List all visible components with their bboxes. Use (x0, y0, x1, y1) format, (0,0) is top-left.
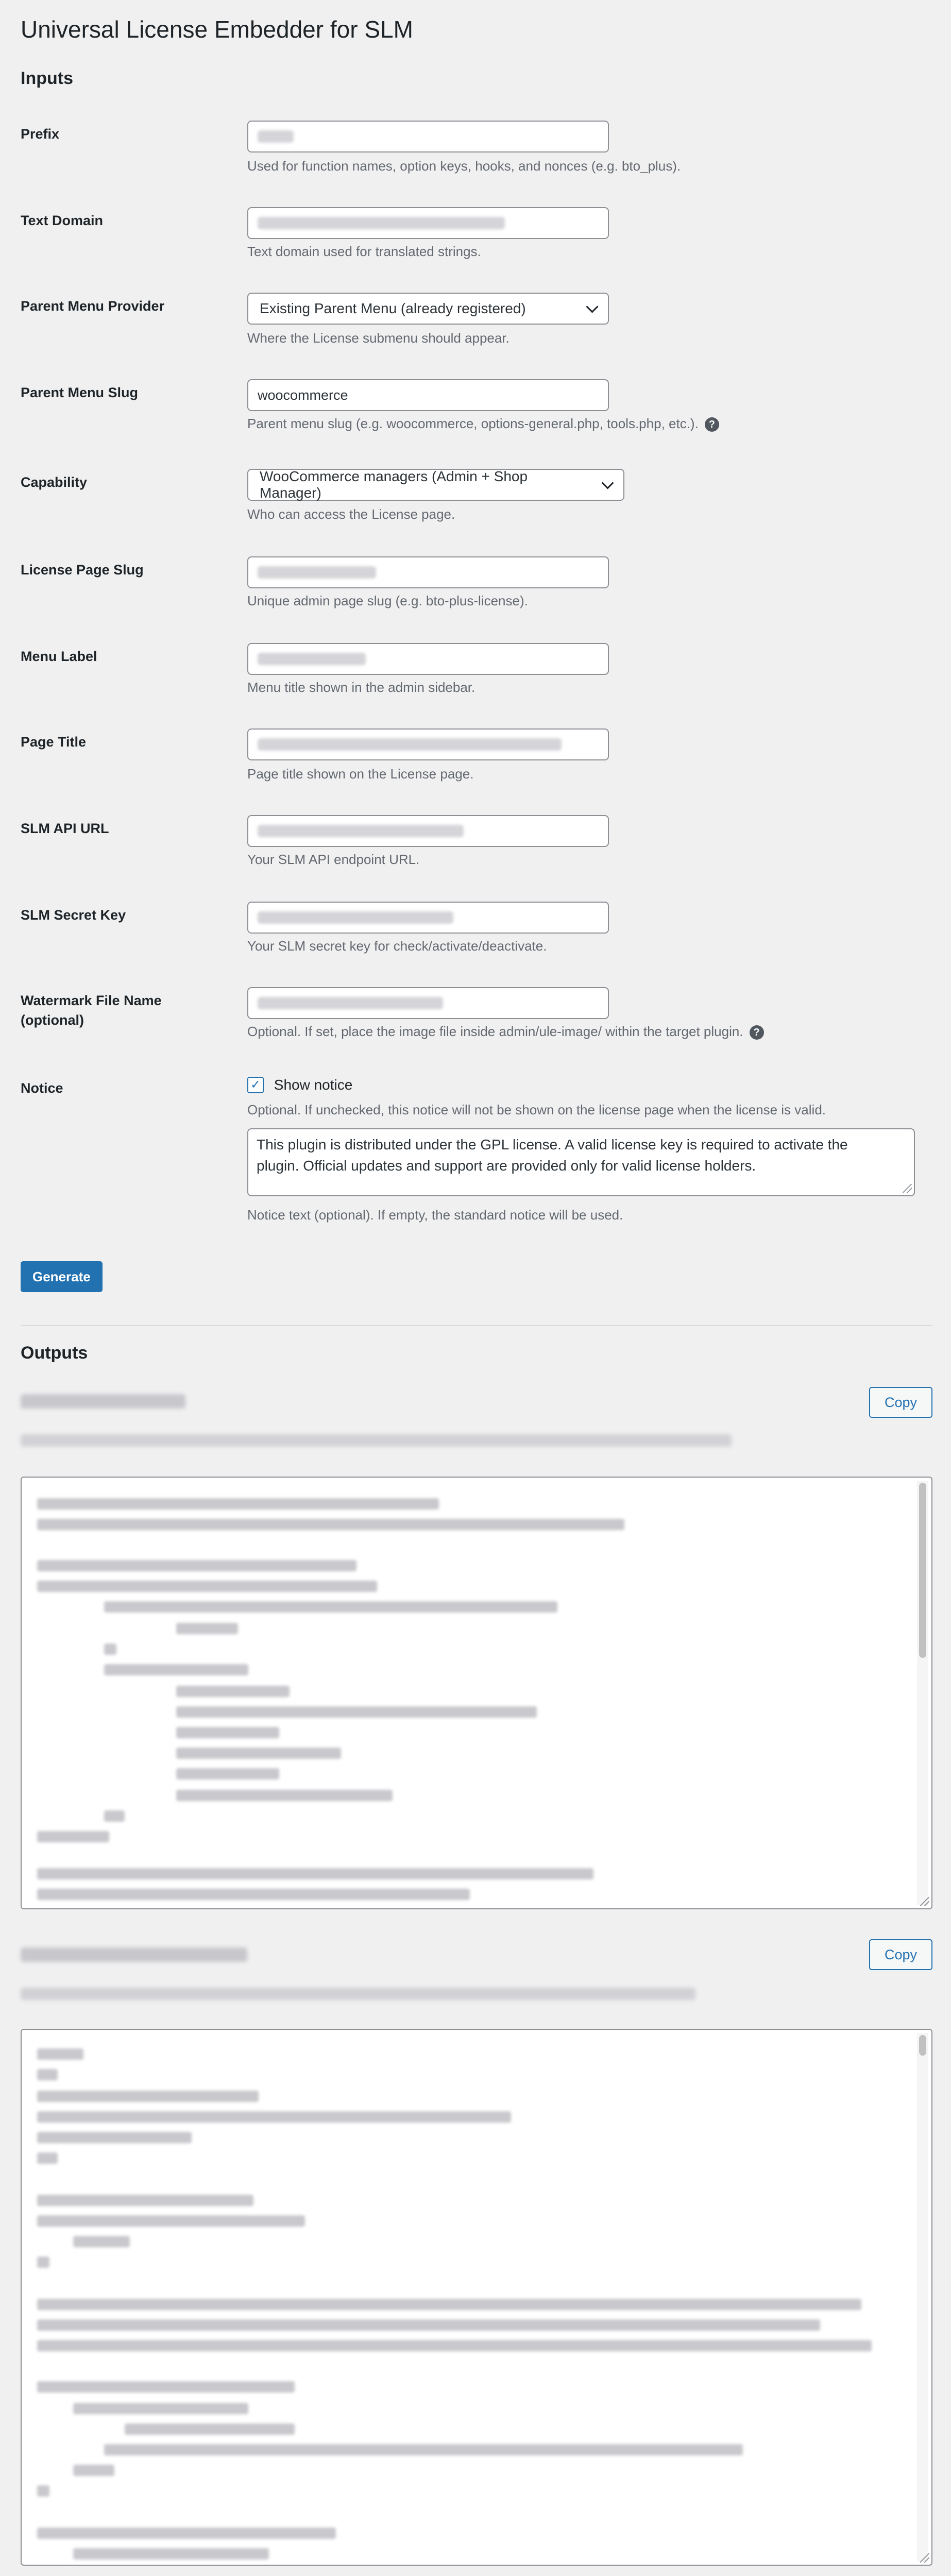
menu-label-field-wrap (247, 643, 609, 675)
prefix-desc: Used for function names, option keys, hooks, and nonces (e.g. bto_plus). (247, 158, 681, 174)
redacted-value (258, 738, 562, 751)
page-title-label: Page Title (21, 734, 87, 750)
parent-menu-provider-value: Existing Parent Menu (already registered) (260, 300, 526, 316)
notice-label: Notice (21, 1080, 63, 1096)
redacted-code-line (176, 1768, 279, 1780)
redacted-code-line (176, 1748, 341, 1759)
slm-api-url-desc: Your SLM API endpoint URL. (247, 852, 420, 867)
redacted-code-line (37, 2111, 511, 2123)
license-page-slug-input[interactable] (247, 556, 609, 588)
slm-secret-key-label: SLM Secret Key (21, 907, 126, 923)
notice-textarea[interactable] (247, 1128, 915, 1196)
slm-secret-key-input[interactable] (247, 902, 609, 934)
notice-textarea-wrap (247, 1128, 915, 1196)
redacted-value (258, 997, 443, 1009)
output-1-title (21, 1394, 185, 1409)
redacted-code-line (73, 2548, 269, 2560)
redacted-code-line (73, 2236, 130, 2247)
redacted-code-line (37, 1498, 439, 1510)
scrollbar-thumb[interactable] (919, 2035, 926, 2056)
watermark-field-wrap (247, 987, 609, 1019)
page-title: Universal License Embedder for SLM (21, 16, 413, 43)
notice-desc-bottom: Notice text (optional). If empty, the standard notice will be used. (247, 1207, 623, 1223)
redacted-code-line (37, 2153, 58, 2164)
redacted-code-line (37, 1831, 109, 1842)
watermark-input[interactable] (247, 987, 609, 1019)
redacted-code-line (176, 1727, 279, 1738)
parent-menu-provider-select[interactable] (247, 293, 609, 325)
redacted-value (258, 825, 464, 837)
parent-menu-slug-desc: Parent menu slug (e.g. woocommerce, options-general.php, tools.php, etc.). (247, 416, 699, 431)
output-1-desc (21, 1434, 732, 1447)
generate-button[interactable]: Generate (21, 1261, 103, 1292)
redacted-code-line (37, 2048, 83, 2060)
redacted-code-line (37, 1560, 356, 1571)
show-notice-checkbox[interactable] (247, 1077, 264, 1093)
page-title-field-wrap (247, 728, 609, 760)
checkmark-icon: ✓ (250, 1078, 261, 1092)
redacted-code-line (104, 2444, 743, 2455)
redacted-code-line (37, 1868, 593, 1879)
license-page-slug-desc: Unique admin page slug (e.g. bto-plus-license). (247, 593, 528, 608)
resize-handle-icon[interactable] (920, 1897, 929, 1906)
redacted-code-line (176, 1706, 537, 1718)
slm-api-url-label: SLM API URL (21, 821, 109, 836)
watermark-label-line1: Watermark File Name (21, 993, 162, 1008)
help-icon[interactable]: ? (705, 417, 719, 432)
watermark-label (21, 991, 227, 1030)
output-1-code[interactable] (21, 1477, 932, 1909)
text-domain-field-wrap (247, 207, 609, 239)
capability-value: WooCommerce managers (Admin + Shop Manager) (260, 468, 528, 501)
redacted-code-line (37, 1889, 470, 1900)
redacted-value (258, 566, 376, 579)
slm-secret-key-desc: Your SLM secret key for check/activate/deactivate. (247, 938, 547, 954)
redacted-code-line (37, 2381, 295, 2393)
redacted-code-line (37, 2257, 49, 2268)
help-icon[interactable]: ? (750, 1025, 764, 1040)
output-2-title (21, 1947, 247, 1962)
watermark-label-line2: (optional) (21, 1012, 84, 1028)
output-1-scrollbar[interactable] (917, 1481, 928, 1905)
parent-menu-slug-input[interactable]: woocommerce (247, 379, 609, 411)
parent-menu-provider-field-wrap (247, 293, 609, 325)
prefix-input[interactable] (247, 121, 609, 152)
capability-label: Capability (21, 474, 88, 490)
text-domain-input[interactable] (247, 207, 609, 239)
slm-api-url-field-wrap (247, 815, 609, 847)
capability-field-wrap (247, 469, 624, 501)
redacted-code-line (37, 1519, 624, 1530)
menu-label-input[interactable] (247, 643, 609, 675)
capability-select[interactable] (247, 469, 624, 501)
chevron-down-icon (601, 477, 614, 489)
resize-handle-icon[interactable] (920, 2553, 929, 2563)
menu-label-label: Menu Label (21, 649, 97, 664)
redacted-code-line (104, 1643, 116, 1655)
redacted-code-line (37, 2195, 253, 2206)
watermark-desc-row (247, 1022, 764, 1041)
show-notice-label[interactable]: Show notice (274, 1076, 353, 1093)
copy-button[interactable]: Copy (869, 1387, 932, 1418)
prefix-label: Prefix (21, 126, 60, 142)
page-title-desc: Page title shown on the License page. (247, 766, 474, 782)
redacted-code-line (37, 2528, 336, 2539)
redacted-code-line (125, 2424, 295, 2435)
redacted-value (258, 217, 505, 229)
redacted-code-line (104, 1664, 248, 1675)
output-2-code[interactable] (21, 2029, 932, 2566)
menu-label-desc: Menu title shown in the admin sidebar. (247, 680, 476, 695)
slm-api-url-input[interactable] (247, 815, 609, 847)
redacted-code-line (176, 1790, 393, 1801)
redacted-code-line (37, 2132, 192, 2143)
page-title-input[interactable] (247, 728, 609, 760)
redacted-code-line (37, 2069, 58, 2080)
slm-secret-key-field-wrap (247, 902, 609, 934)
output-2-scrollbar[interactable] (917, 2033, 928, 2562)
inputs-heading: Inputs (21, 69, 73, 88)
outputs-heading: Outputs (21, 1343, 88, 1363)
scrollbar-thumb[interactable] (919, 1483, 926, 1658)
notice-checkbox-row (247, 1076, 352, 1093)
copy-button[interactable]: Copy (869, 1939, 932, 1970)
redacted-code-line (37, 2485, 49, 2497)
notice-text-line2: plugin. Official updates and support are provided only for valid license holders. (257, 1157, 756, 1174)
prefix-field-wrap (247, 121, 609, 152)
notice-text-line1: This plugin is distributed under the GPL license. A valid license key is required to activate the (257, 1137, 848, 1153)
capability-desc: Who can access the License page. (247, 506, 455, 522)
redacted-code-line (104, 1810, 125, 1822)
redacted-code-line (176, 1686, 290, 1697)
redacted-code-line (104, 1601, 557, 1613)
redacted-code-line (176, 1623, 238, 1634)
redacted-code-line (37, 1581, 377, 1592)
section-divider (21, 1325, 932, 1326)
redacted-code-line (37, 2299, 861, 2310)
parent-menu-provider-label: Parent Menu Provider (21, 298, 165, 314)
redacted-value (258, 911, 453, 924)
watermark-desc: Optional. If set, place the image file inside admin/ule-image/ within the target plugin. (247, 1024, 743, 1039)
redacted-code-line (37, 2215, 305, 2227)
text-domain-desc: Text domain used for translated strings. (247, 244, 481, 259)
redacted-code-line (73, 2465, 114, 2476)
redacted-code-line (37, 2319, 820, 2331)
license-page-slug-label: License Page Slug (21, 562, 144, 578)
notice-desc-top: Optional. If unchecked, this notice will not be shown on the license page when the license is valid. (247, 1102, 826, 1117)
resize-handle-icon[interactable] (903, 1184, 912, 1193)
redacted-code-line (37, 2091, 259, 2102)
redacted-code-line (73, 2403, 248, 2414)
parent-menu-slug-desc-row (247, 414, 719, 433)
redacted-value (258, 130, 294, 143)
parent-menu-provider-desc: Where the License submenu should appear. (247, 330, 510, 346)
text-domain-label: Text Domain (21, 213, 104, 228)
output-2-desc (21, 1988, 695, 2000)
redacted-value (258, 653, 366, 665)
chevron-down-icon (586, 300, 598, 313)
redacted-code-line (37, 2340, 872, 2351)
parent-menu-slug-label: Parent Menu Slug (21, 385, 139, 400)
license-page-slug-field-wrap (247, 556, 609, 588)
parent-menu-slug-field-wrap (247, 379, 609, 411)
